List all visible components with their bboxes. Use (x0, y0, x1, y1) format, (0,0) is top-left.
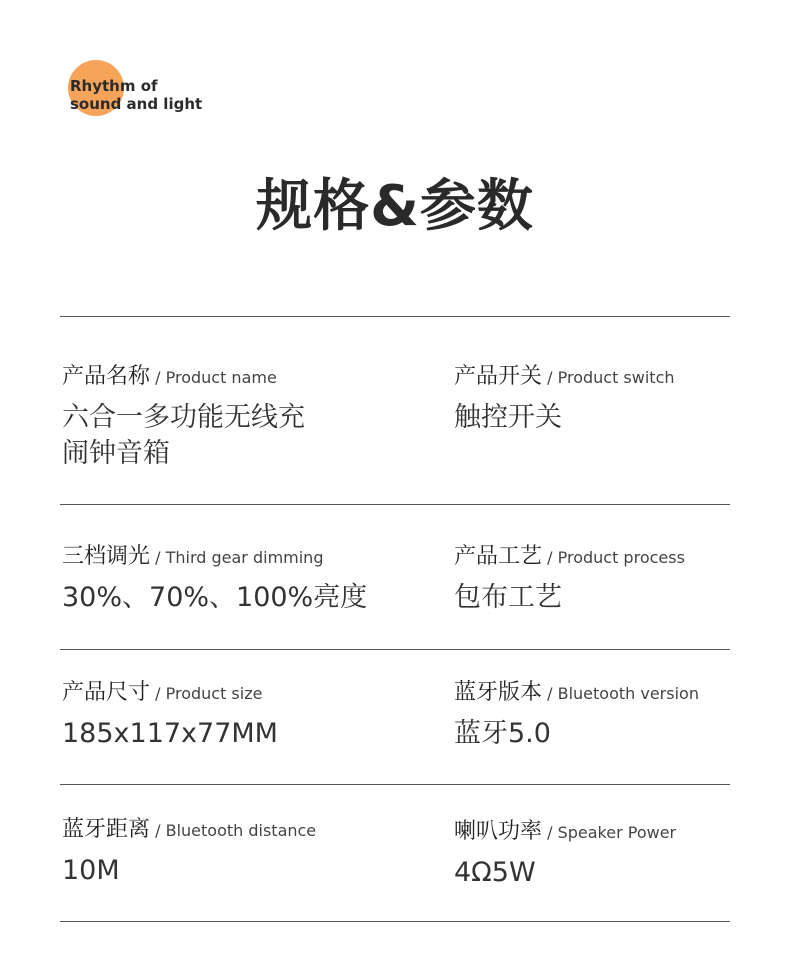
spec-value: 4Ω5W (454, 857, 536, 888)
spec-label-en: Product process (557, 548, 685, 567)
spec-separator: / (155, 548, 166, 567)
spec-third-gear-dimming (62, 543, 367, 616)
spec-label: 三档调光 (62, 544, 151, 569)
spec-value: 185x117x77MM (62, 718, 278, 749)
divider-row-2 (60, 649, 730, 650)
brand-tagline (70, 77, 202, 113)
brand-tagline-line2: sound and light (70, 95, 203, 113)
spec-value: 30%、70%、100%亮度 (62, 582, 368, 613)
spec-label: 蓝牙版本 (454, 680, 543, 705)
spec-value: 触控开关 (454, 402, 562, 433)
spec-separator: / (155, 821, 166, 840)
spec-speaker-power (454, 818, 676, 891)
spec-product-size (62, 679, 278, 752)
spec-separator: / (547, 823, 558, 842)
spec-product-name (62, 363, 305, 472)
spec-label: 产品尺寸 (62, 680, 151, 705)
spec-label-en: Product name (165, 368, 277, 387)
spec-label: 产品名称 (62, 364, 151, 389)
brand-tagline-line1: Rhythm of (70, 77, 158, 95)
spec-label-en: Bluetooth version (557, 684, 699, 703)
spec-separator: / (547, 548, 558, 567)
spec-value: 六合一多功能无线充 闹钟音箱 (62, 402, 305, 469)
spec-label-en: Product size (165, 684, 263, 703)
spec-label-en: Bluetooth distance (165, 821, 317, 840)
spec-label: 蓝牙距离 (62, 817, 151, 842)
spec-separator: / (155, 368, 166, 387)
divider-top (60, 316, 730, 317)
spec-label: 产品工艺 (454, 544, 543, 569)
spec-bluetooth-distance (62, 816, 316, 889)
spec-bluetooth-version (454, 679, 699, 752)
spec-value: 蓝牙5.0 (454, 718, 551, 749)
spec-separator: / (547, 684, 558, 703)
spec-separator: / (547, 368, 558, 387)
spec-separator: / (155, 684, 166, 703)
spec-label-en: Product switch (557, 368, 675, 387)
spec-label: 产品开关 (454, 364, 543, 389)
brand-logo (68, 60, 268, 120)
spec-value: 10M (62, 855, 120, 886)
divider-row-3 (60, 784, 730, 785)
page-title: 规格&参数 (256, 174, 534, 239)
spec-label-en: Third gear dimming (165, 548, 324, 567)
spec-label: 喇叭功率 (454, 819, 543, 844)
divider-bottom (60, 921, 730, 922)
divider-row-1 (60, 504, 730, 505)
spec-value: 包布工艺 (454, 582, 562, 613)
spec-product-switch (454, 363, 675, 436)
spec-label-en: Speaker Power (557, 823, 677, 842)
spec-product-process (454, 543, 685, 616)
